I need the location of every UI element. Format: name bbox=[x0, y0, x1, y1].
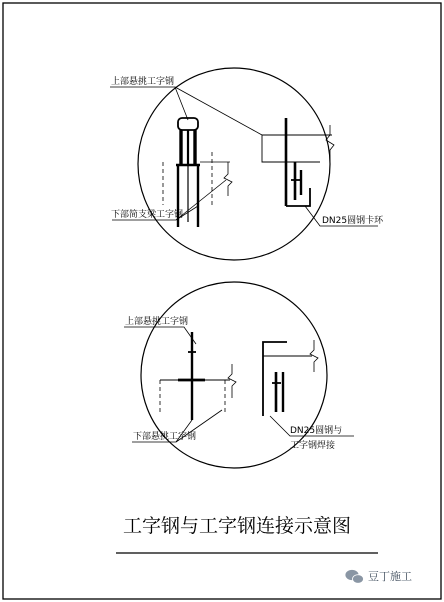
detail-top bbox=[110, 68, 378, 260]
bottom-label-lower-beam: 下部悬挑工字钢 bbox=[133, 432, 197, 442]
detail-top-circle bbox=[138, 68, 330, 260]
bottom-left-beam-section bbox=[160, 332, 236, 420]
watermark-text: 豆丁施工 bbox=[368, 570, 412, 583]
top-label-lower-beam: 下部简支梁工字钢 bbox=[111, 210, 184, 220]
top-label-upper-beam: 上部悬挑工字钢 bbox=[111, 77, 175, 87]
drawing-title: 工字钢与工字钢连接示意图 bbox=[123, 515, 352, 537]
bottom-leaders bbox=[124, 327, 354, 442]
bottom-label-weld-line1: DN25圆钢与 bbox=[290, 426, 343, 436]
top-right-beam-section bbox=[262, 118, 334, 206]
wechat-icon bbox=[345, 570, 364, 584]
bottom-label-upper-beam: 上部悬挑工字钢 bbox=[125, 317, 189, 327]
drawing-frame bbox=[3, 3, 441, 599]
top-leaders bbox=[110, 87, 378, 226]
watermark bbox=[345, 570, 412, 584]
top-label-clamp: DN25圆钢卡环 bbox=[322, 216, 384, 226]
bottom-right-beam-section bbox=[263, 340, 318, 416]
bottom-label-weld-line2: 工字钢焊接 bbox=[290, 441, 336, 451]
